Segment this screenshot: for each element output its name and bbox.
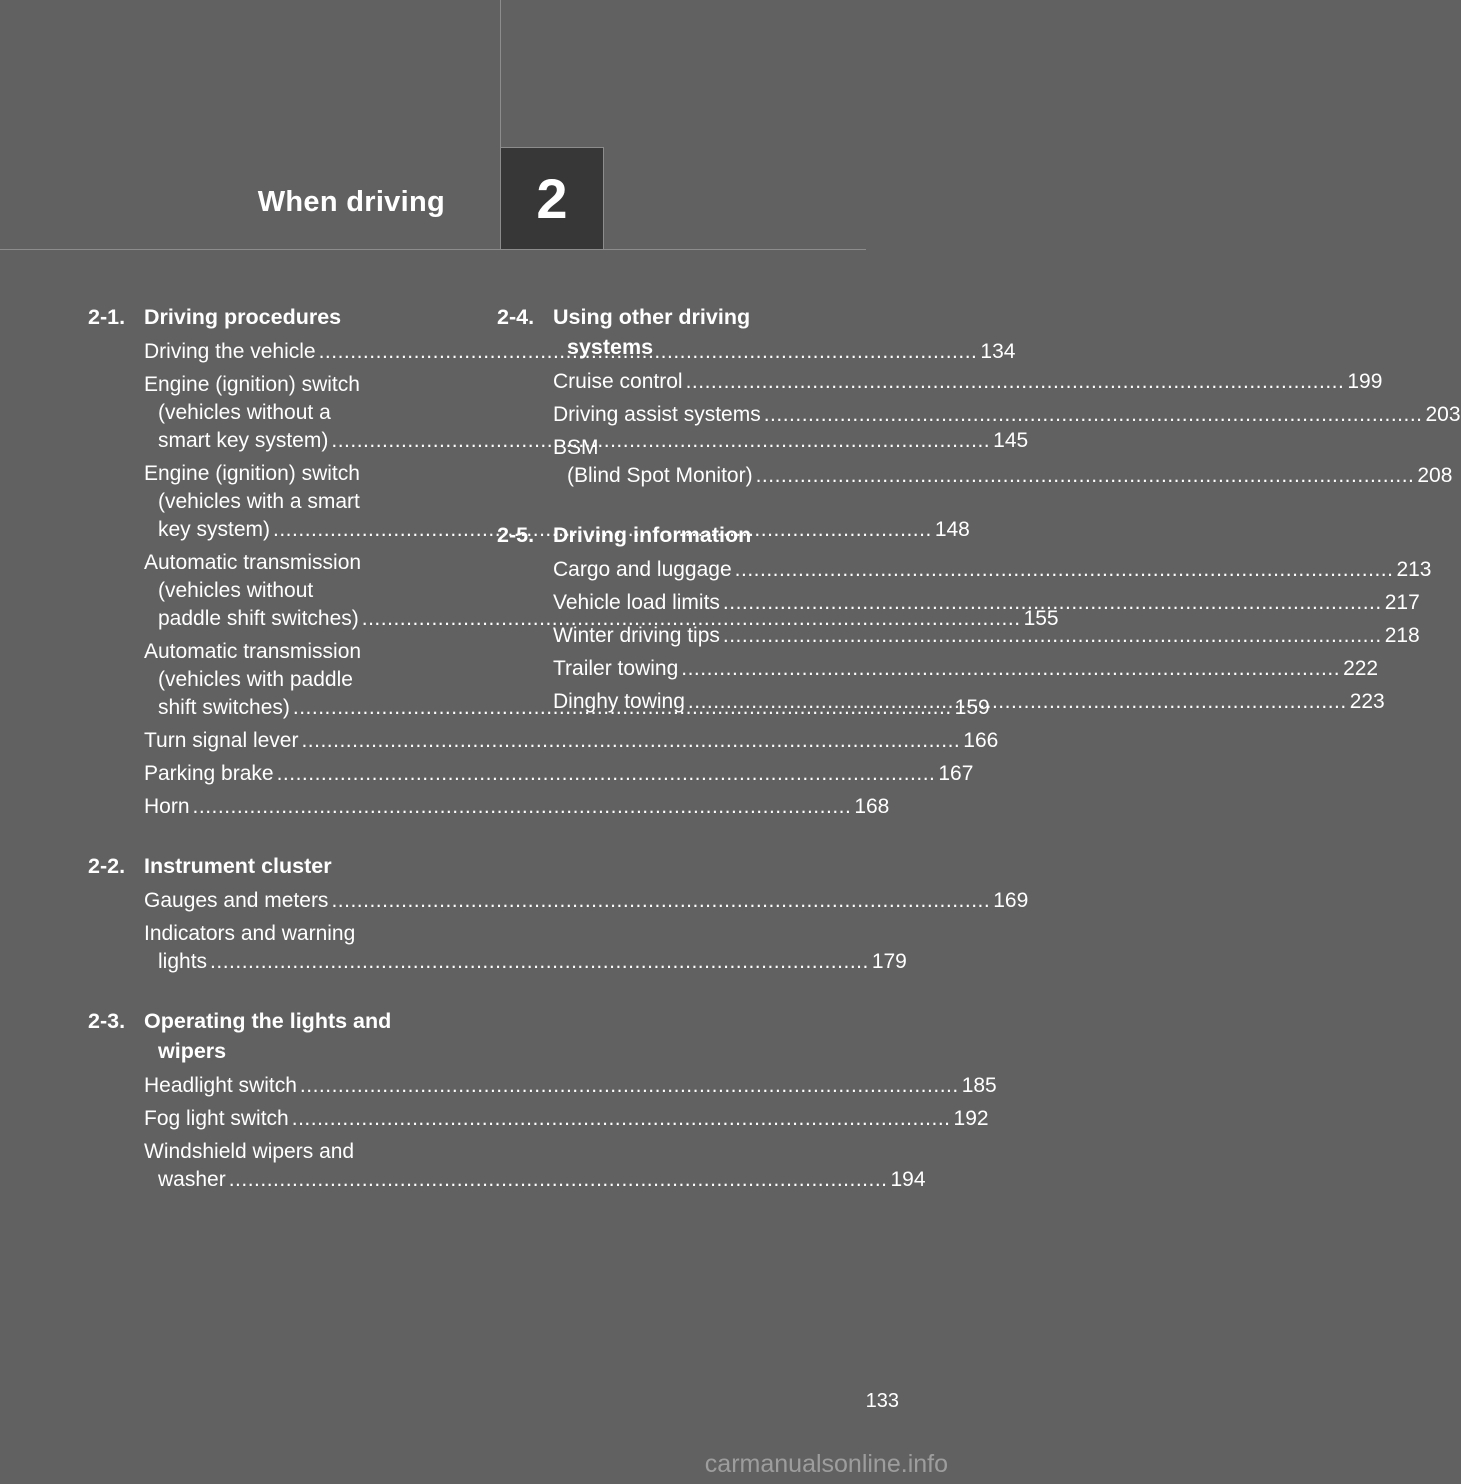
dot-leader [274,762,939,785]
entry-page-number: 213 [1396,558,1432,581]
toc-entry[interactable] [553,556,1432,584]
entry-line [553,462,1453,490]
entry-text: Parking brake [144,762,274,785]
entry-page-number: 218 [1384,624,1420,647]
section-title [144,1006,460,1066]
dot-leader [683,370,1348,393]
section-title-line: Driving information [553,523,752,547]
entry-line [553,622,1420,650]
entry-text: Winter driving tips [553,624,720,647]
toc-entry[interactable] [144,760,974,788]
entry-text: smart key system) [158,429,329,452]
toc-entry[interactable] [144,1138,926,1194]
entry-line [144,638,460,666]
section-number: 2-1. [88,305,126,329]
section-heading [497,520,869,550]
entry-text: Indicators and warning [144,922,356,945]
entry-text: Turn signal lever [144,729,299,752]
toc-entry[interactable] [144,920,907,976]
entry-page-number: 155 [1023,607,1059,630]
entry-line [144,666,460,694]
toc-section [88,1006,997,1194]
dot-leader [720,591,1385,614]
section-title-line: Using other driving [553,305,751,329]
toc-entry[interactable] [144,793,890,821]
section-title-line: Operating the lights and [144,1009,392,1033]
entry-line [553,655,1379,683]
dot-leader [761,403,1426,426]
entry-line [144,1166,926,1194]
entry-line [144,887,1029,915]
toc-entry[interactable] [144,887,1029,915]
entry-text: Cargo and luggage [553,558,732,581]
entry-page-number: 185 [961,1074,997,1097]
dot-leader [732,558,1397,581]
dot-leader [685,690,1350,713]
entry-line [144,1072,997,1100]
entry-line [144,1138,460,1166]
dot-leader [289,1107,954,1130]
dot-leader [678,657,1343,680]
section-number: 2-5. [497,523,535,547]
entry-line [144,577,460,605]
entry-text: Horn [144,795,190,818]
toc-section [88,851,1029,976]
entry-page-number: 168 [854,795,890,818]
entry-line [144,605,1059,633]
entry-text: (vehicles with paddle [158,668,353,691]
entry-text: washer [158,1168,226,1191]
entry-text: (vehicles without a [158,401,331,424]
page-number: 133 [865,1390,899,1412]
toc-entry[interactable] [144,727,999,755]
chapter-number-box [500,147,604,250]
section-title [144,851,460,881]
entry-line [144,760,974,788]
entry-page-number: 223 [1349,690,1385,713]
entry-text: (Blind Spot Monitor) [567,464,753,487]
entry-text: paddle shift switches) [158,607,359,630]
chapter-number: 2 [536,167,568,230]
entry-text: Windshield wipers and [144,1140,355,1163]
header-horizontal-rule [0,249,866,250]
dot-leader [297,1074,962,1097]
entry-page-number: 203 [1425,403,1461,426]
toc-entry[interactable] [553,655,1379,683]
section-entries [144,887,1029,976]
entry-page-number: 222 [1343,657,1379,680]
entry-page-number: 194 [890,1168,926,1191]
section-heading [88,1006,460,1066]
entry-text: key system) [158,518,271,541]
entry-page-number: 169 [993,889,1029,912]
entry-text: Headlight switch [144,1074,297,1097]
entry-text: Dinghy towing [553,690,685,713]
section-title-line: Instrument cluster [144,854,332,878]
entry-text: Engine (ignition) switch [144,462,360,485]
section-title [553,520,869,550]
toc-entry[interactable] [553,622,1420,650]
chapter-title: When driving [257,186,445,218]
entry-page-number: 148 [934,518,970,541]
entry-page-number: 199 [1347,370,1383,393]
entry-text: shift switches) [158,696,290,719]
entry-line [553,401,1461,429]
entry-page-number: 145 [993,429,1029,452]
toc-entry[interactable] [144,1072,997,1100]
entry-text: Gauges and meters [144,889,329,912]
section-heading [88,302,460,332]
dot-leader [720,624,1385,647]
entry-text: Automatic transmission [144,640,362,663]
entry-line [144,948,907,976]
entry-text: Fog light switch [144,1107,289,1130]
entry-page-number: 208 [1417,464,1453,487]
section-title [144,302,460,332]
entry-line [144,399,460,427]
entry-line [553,589,1420,617]
entry-text: BSM [553,436,599,459]
entry-line [553,434,869,462]
dot-leader [226,1168,891,1191]
entry-page-number: 134 [980,340,1016,363]
section-number: 2-4. [497,305,535,329]
entry-text: (vehicles without [158,579,314,602]
entry-line [144,1105,989,1133]
dot-leader [328,889,993,912]
entry-line [553,368,1383,396]
entry-text: Driving assist systems [553,403,761,426]
dot-leader [207,950,872,973]
watermark: carmanualsonline.info [704,1450,948,1478]
section-heading [497,302,869,362]
toc-entry[interactable] [553,589,1420,617]
entry-text: Trailer towing [553,657,679,680]
entry-page-number: 179 [871,950,907,973]
entry-line [144,727,999,755]
entry-text: Cruise control [553,370,683,393]
dot-leader [190,795,855,818]
entry-line [144,371,460,399]
entry-page-number: 159 [954,696,990,719]
entry-line [144,488,460,516]
section-title [553,302,869,362]
entry-line [144,793,890,821]
toc-entry[interactable] [144,1105,989,1133]
entry-line [144,460,460,488]
section-number: 2-3. [88,1009,126,1033]
section-title-line: wipers [158,1039,227,1063]
entry-page-number: 192 [953,1107,989,1130]
entry-line [144,549,460,577]
entry-page-number: 167 [938,762,974,785]
entry-page-number: 166 [963,729,999,752]
entry-text: Vehicle load limits [553,591,720,614]
entry-line [144,920,460,948]
entry-text: Automatic transmission [144,551,362,574]
toc-entry[interactable] [553,401,1461,429]
section-title-line: Driving procedures [144,305,342,329]
dot-leader [753,464,1418,487]
entry-text: lights [158,950,208,973]
entry-text: (vehicles with a smart [158,490,360,513]
entry-text: Driving the vehicle [144,340,316,363]
section-number: 2-2. [88,854,126,878]
section-entries [144,1072,997,1194]
section-heading [88,851,460,881]
toc-entry[interactable] [553,368,1383,396]
entry-page-number: 217 [1384,591,1420,614]
entry-line [553,556,1432,584]
section-title-line: systems [567,335,654,359]
entry-text: Engine (ignition) switch [144,373,360,396]
